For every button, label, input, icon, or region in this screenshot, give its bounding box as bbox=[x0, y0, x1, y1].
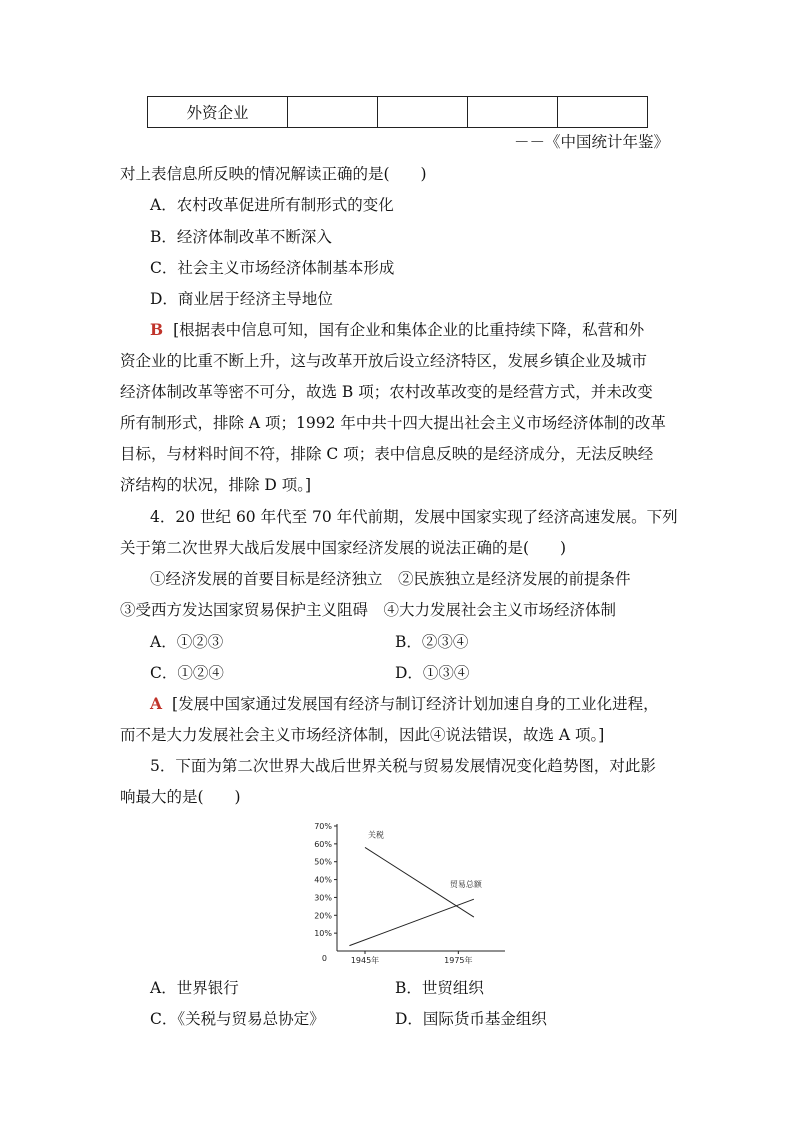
q4-explanation-line bbox=[150, 692, 710, 714]
y-tick-label: 70% bbox=[314, 822, 332, 831]
y-tick-label: 20% bbox=[314, 911, 332, 921]
q3-option-b: B．经济体制改革不断深入 bbox=[150, 228, 332, 246]
q3-answer: B bbox=[150, 320, 164, 339]
tariff-trade-chart bbox=[300, 818, 520, 968]
statistics-table bbox=[147, 96, 648, 128]
q4-option-a: A．①②③ bbox=[150, 633, 224, 651]
x-tick-label: 1975年 bbox=[444, 956, 473, 965]
q4-statements: ③受西方发达国家贸易保护主义阻碍 ④大力发展社会主义市场经济体制 bbox=[120, 601, 617, 619]
q4-stem: 关于第二次世界大战后发展中国家经济发展的说法正确的是( ) bbox=[120, 539, 567, 557]
series-label: 关税 bbox=[368, 830, 384, 840]
q3-stem: 对上表信息所反映的情况解读正确的是( ) bbox=[120, 165, 427, 183]
table-cell bbox=[468, 97, 558, 128]
y-tick-label: 10% bbox=[314, 929, 332, 939]
series-line bbox=[349, 899, 473, 945]
table-cell bbox=[378, 97, 468, 128]
q3-explanation-line: 所有制形式，排除 A 项；1992 年中共十四大提出社会主义市场经济体制的改革 bbox=[120, 414, 666, 432]
q4-option-d: D．①③④ bbox=[395, 664, 470, 682]
q5-option-a: A．世界银行 bbox=[150, 979, 239, 997]
q4-answer: A bbox=[150, 694, 163, 713]
q4-explanation-text: [发展中国家通过发展国有经济与制订经济计划加速自身的工业化进程， bbox=[172, 695, 659, 713]
q3-explanation-line: 经济体制改革等密不可分，故选 B 项；农村改革改变的是经营方式，并未改变 bbox=[120, 383, 653, 401]
q3-explanation-line: 济结构的状况，排除 D 项。] bbox=[120, 476, 312, 494]
q5-option-b: B．世贸组织 bbox=[395, 979, 484, 997]
q5-stem: 5．下面为第二次世界大战后世界关税与贸易发展情况变化趋势图，对此影 bbox=[150, 757, 656, 775]
series-label: 贸易总额 bbox=[449, 880, 482, 890]
table-cell-label: 外资企业 bbox=[148, 97, 288, 128]
q4-statements: ①经济发展的首要目标是经济独立 ②民族独立是经济发展的前提条件 bbox=[150, 570, 631, 588]
y-tick-label: 50% bbox=[314, 857, 332, 867]
q4-stem: 4．20 世纪 60 年代至 70 年代前期，发展中国家实现了经济高速发展。下列 bbox=[150, 508, 678, 526]
table-source: －－《中国统计年鉴》 bbox=[514, 133, 670, 151]
q4-explanation-line: 而不是大力发展社会主义市场经济体制，因此④说法错误，故选 A 项。] bbox=[120, 726, 605, 744]
q4-option-b: B．②③④ bbox=[395, 633, 469, 651]
q3-explanation-line: 资企业的比重不断上升，这与改革开放后设立经济特区，发展乡镇企业及城市 bbox=[120, 352, 648, 370]
q3-explanation-line: 目标，与材料时间不符，排除 C 项；表中信息反映的是经济成分，无法反映经 bbox=[120, 445, 654, 463]
q5-stem: 响最大的是( ) bbox=[120, 788, 241, 806]
q5-option-c: C．《关税与贸易总协定》 bbox=[150, 1010, 325, 1028]
q3-option-c: C．社会主义市场经济体制基本形成 bbox=[150, 259, 395, 277]
x-tick-label: 1945年 bbox=[350, 956, 380, 965]
q3-explanation-text: [根据表中信息可知，国有企业和集体企业的比重持续下降，私营和外 bbox=[173, 321, 645, 339]
table-cell bbox=[558, 97, 648, 128]
q3-explanation-line bbox=[150, 318, 710, 340]
table-cell bbox=[288, 97, 378, 128]
y-tick-label: 30% bbox=[314, 893, 332, 903]
q5-option-d: D．国际货币基金组织 bbox=[395, 1010, 547, 1028]
q3-option-a: A．农村改革促进所有制形式的变化 bbox=[150, 196, 394, 214]
x-tick-label: 0 bbox=[321, 954, 327, 963]
q4-option-c: C．①②④ bbox=[150, 664, 224, 682]
q3-option-d: D．商业居于经济主导地位 bbox=[150, 290, 333, 308]
y-tick-label: 60% bbox=[314, 839, 332, 849]
table-row bbox=[148, 97, 648, 128]
y-tick-label: 40% bbox=[314, 875, 332, 885]
